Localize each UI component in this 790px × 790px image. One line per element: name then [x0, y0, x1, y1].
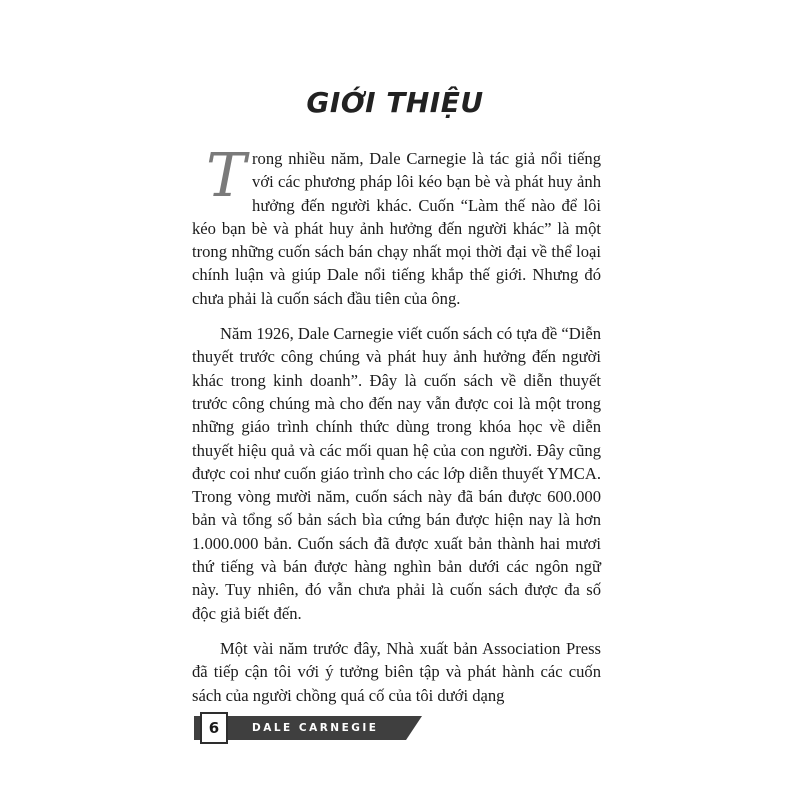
paragraph-3: Một vài năm trước đây, Nhà xuất bản Association Press đã tiếp cận tôi với ý tưởng biên tập và phát hành các cuốn sách của người chồng quá cố của tôi dưới dạng [192, 638, 601, 705]
page-title: GIỚI THIỆU [306, 86, 484, 119]
paragraph-1-text: rong nhiều năm, Dale Carnegie là tác giả nổi tiếng với các phương pháp lôi kéo bạn bè và phát huy ảnh hưởng đến người khác. Cuốn “Làm thế nào để lôi kéo bạn bè và phát huy ảnh hưởng đến người khác” là một trong những cuốn sách bán chạy nhất mọi thời đại về thể loại chính luận và giúp Dale nổi tiếng khắp thế giới. Nhưng đó chưa phải là cuốn sách đầu tiên của ông. [192, 149, 601, 308]
drop-cap: T [206, 141, 247, 211]
paragraph-2: Năm 1926, Dale Carnegie viết cuốn sách có tựa đề “Diễn thuyết trước công chúng và phát huy ảnh hưởng đến người khác trong kinh doanh”. Đây là cuốn sách về diễn thuyết trước công chúng mà cho đến nay vẫn được coi là một trong những giáo trình chính thức dùng trong khóa học về diễn thuyết hiệu quả và các mối quan hệ của con người. Đây cũng được coi như cuốn giáo trình cho các lớp diễn thuyết YMCA. Trong vòng mười năm, cuốn sách này đã bán được 600.000 bản và tổng số bản sách bìa cứng bán được hiện nay là hơn 1.000.000 bản. Cuốn sách đã được xuất bản thành hai mươi thứ tiếng và bán được hàng nghìn bản dưới các ngôn ngữ này. Tuy nhiên, đó vẫn chưa phải là cuốn sách được đa số độc giả biết đến. [192, 324, 601, 623]
footer-author: DALE CARNEGIE [252, 722, 379, 734]
body-text [192, 141, 601, 719]
page-footer [194, 712, 422, 744]
page-number: 6 [200, 712, 228, 744]
paragraph-1 [192, 141, 601, 310]
